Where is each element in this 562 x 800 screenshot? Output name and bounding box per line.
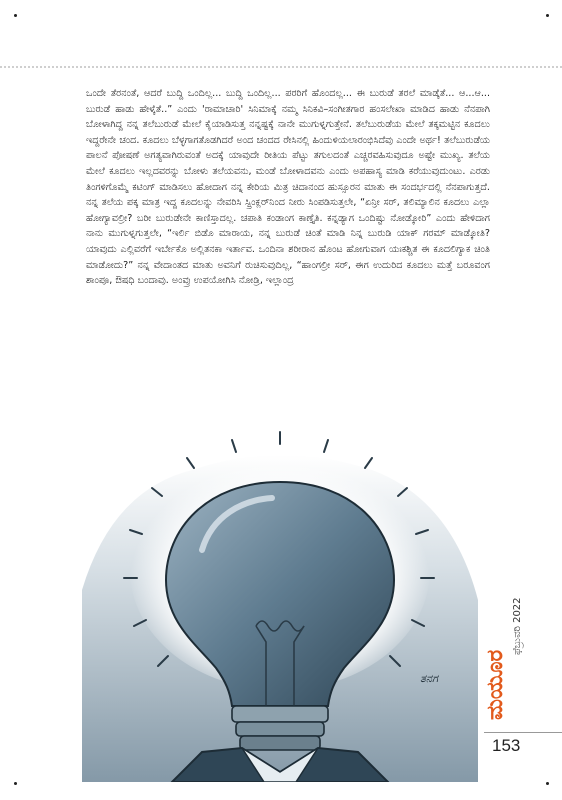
corner-mark-top-left [14, 14, 17, 17]
issue-date-text: ಫೆಬ್ರುವರಿ 2022 [512, 597, 523, 655]
corner-mark-top-right [546, 14, 549, 17]
artist-signature: ತನಗ [420, 672, 438, 685]
corner-mark-bottom-right [546, 782, 549, 785]
bulb-screw-base [232, 706, 328, 750]
magazine-brand [483, 620, 523, 720]
article-paragraph: ಒಂದೇ ತೆರನಂತೆ, ಆದರೆ ಬುದ್ದಿ ಒಂದಿಲ್ಲ... ಬುದ್ದಿ ಒಂದಿಲ್ಲ... ಪರರಿಗೆ ಹೊಂದಲ್ಲ... ಈ ಬುರುಡೆ ತರಲೆ ಮಾಡ್ಕೆತೆ... ಆ...ಆ... ಬುರುಡೆ ಹಾಡು ಹೇಳ್ಕೆತೆ..” ಎಂದು 'ರಾಮಾಚಾರಿ' ಸಿನಿಮಾಕ್ಕೆ ನಮ್ಮ ಸಿನಿಕವಿ–ಸಂಗೀತಗಾರ ಹಂಸಲೇಖಾ ಮಾಡಿದ ಹಾಡು ನೆನಪಾಗಿ ಬೋಳಾಗಿದ್ದ ನನ್ನ ತಲೆಬುರುಡೆ ಮೇಲೆ ಕೈಯಾಡಿಸುತ್ತ ನನ್ನಷ್ಟಕ್ಕೆ ನಾನೇ ಮುಗುಳ್ನಗುತ್ತೇನೆ. ತಲೆಬುರುಡೆಯ ಮೇಲೆ ತಕ್ಕಮಟ್ಟಿನ ಕೂದಲು ಇದ್ದರೇನೇ ಚಂದ. ಕೂದಲು ಬೆಳ್ಳಗಾಗತೊಡಗಿದರೆ ಅಂದ ಚಂದದ ರೇಸಿನಲ್ಲಿ ಹಿಂದುಳಿಯಲಾರಂಭಿಸಿದೆವು ಎಂದೇ ಅರ್ಥ! ತಲೆಬುರುಡೆಯ ಪಾಲನೆ ಪೋಷಣೆ ಅಗತ್ಯವಾಗಿರುವಂತೆ ಅದಕ್ಕೆ ಯಾವುದೇ ರೀತಿಯ ಪೆಟ್ಟು ತಗುಲದಂತೆ ಎಚ್ಚರವಹಿಸುವುದೂ ಅಷ್ಟೇ ಮುಖ್ಯ. ತಲೆಯ ಮೇಲೆ ಕೂದಲು ಇಲ್ಲದವರನ್ನು ಬೋಳು ತಲೆಯವನು, ಮಂಡೆ ಬೋಳಾದವನು ಎಂದು ಅಪಹಾಸ್ಯ ಮಾಡಿ ಕರೆಯುವುದುಂಟು. ಎರಡು ತಿಂಗಳಿಗೊಮ್ಮೆ ಕಟಿಂಗ್ ಮಾಡಿಸಲು ಹೋದಾಗ ನನ್ನ ಕೇರಿಯ ಮಿತ್ರ ಚಿದಾನಂದ ಹುಸ್ಸೂರನ ಮಾತು ಈ ಸಂದರ್ಭದಲ್ಲಿ ನೆನಪಾಗುತ್ತದೆ. ನನ್ನ ತಲೆಯ ಪಕ್ಕ ಮಾತ್ರ ಇದ್ದ ಕೂದಲನ್ನು ನೇವರಿಸಿ ಸ್ಪ್ರಿಂಕ್ಲರ್‌ನಿಂದ ನೀರು ಸಿಂಪಡಿಸುತ್ತಲೇ, “ಏನ್ರೀ ಸರ್, ತಲಿಮ್ಯಾಲಿನ ಕೂದಲು ಎಲ್ಲಾ ಹೋಗ್ಯಾವಲ್ರೀ? ಬರೀ ಬುರುಡೇನೇ ಕಾಣಿಸ್ತಾದಲ್ಲ. ಚಪಾತಿ ಕಂಡಾಂಗ ಕಾಣ್ತೈತಿ. ಕನ್ನಡ್ಯಾಗ ಒಂದಿಷ್ಟು ನೋಡ್ಕೋರಿ” ಎಂದು ಹೇಳಿದಾಗ ನಾನು ಮುಗುಳ್ನಗುತ್ತಲೇ, “ಇರ್ಲಿ ಬಿಡೊ ಮಾರಾಯ, ನನ್ನ ಬುರುಡೆ ಚಿಂತೆ ಮಾಡಿ ನಿನ್ನ ಬುರುಡಿ ಯಾಕ್ ಗರಮ್ ಮಾಡ್ಕೋತಿ? ಯಾವುದು ಎಲ್ಲಿವರೆಗೆ ಇರ್ಬೇಕೊ ಅಲ್ಲಿತನಕಾ ಇರ್ತಾವ. ಒಂದಿನಾ ಶರೀರಾನ ಹೊಂಟ ಹೋಗುವಾಗ ಯಃಕಶ್ಚಿತ ಈ ಕೂದಲಿಗ್ಯಾಕ ಚಿಂತಿ ಮಾಡೋದು?” ನನ್ನ ವೇದಾಂತದ ಮಾತು ಅವನಿಗೆ ರುಚಿಸುವುದಿಲ್ಲ, “ಹಾಂಗಲ್ರೀ ಸರ್, ಈಗ ಉದುರಿದ ಕೂದಲು ಮತ್ತೆ ಬರೂವಂಗ ಶಾಂಪೂ, ಔಷಧಿ ಬಂದಾವು. ಅಂವ್ರು ಉಪಯೋಗಿಸಿ ನೋಡ್ರಿ, ಇಲ್ಲಾಂದ್ರ [86, 88, 490, 287]
corner-mark-bottom-left [14, 782, 17, 785]
article-body [86, 86, 490, 289]
magazine-logo: ಮಯೂರ [483, 649, 508, 720]
page-number: 153 [492, 736, 521, 755]
page-number-rule [484, 732, 562, 733]
header-dotted-divider [0, 66, 562, 68]
lightbulb-illustration [82, 430, 478, 782]
